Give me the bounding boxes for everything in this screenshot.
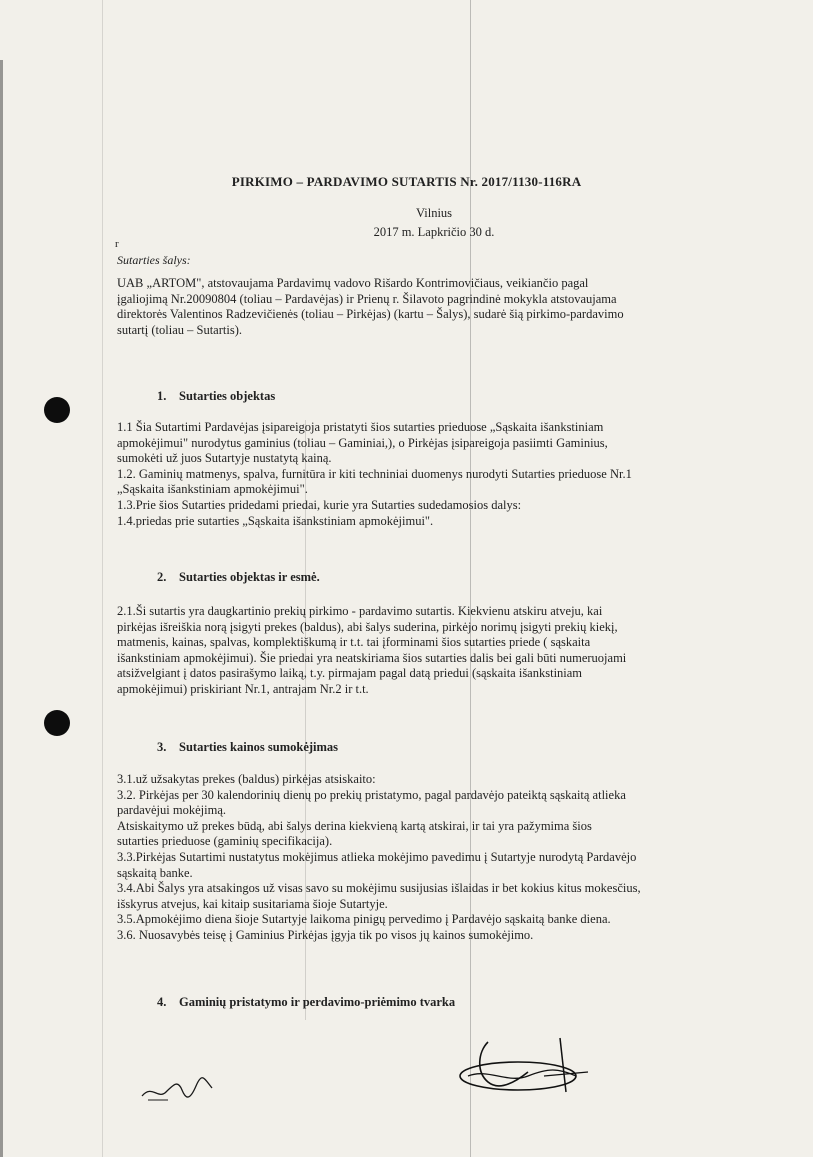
section-heading: 2. Sutarties objektas ir esmė. <box>157 570 320 584</box>
contract-title: PIRKIMO – PARDAVIMO SUTARTIS Nr. 2017/1130-116RA <box>231 174 582 189</box>
buyer-initials-signature <box>138 1070 218 1104</box>
intro-line: įgaliojimą Nr.20090804 (toliau – Pardavėjas) ir Prienų r. Šilavoto pagrindinė mokykla atstovaujama <box>117 291 617 306</box>
section-line: pardavėjui mokėjimą. <box>117 803 226 818</box>
section-line: matmenis, kainas, spalvas, komplektiškumą ir t.t. tai įforminami šios sutarties priede ( sąskaita <box>117 635 591 650</box>
contract-city: Vilnius <box>415 206 453 220</box>
section-line: 3.6. Nuosavybės teisę į Gaminius Pirkėjas įgyja tik po visos jų kainos sumokėjimo. <box>117 927 534 942</box>
section-line: 1.4.priedas prie sutarties „Sąskaita išankstiniam apmokėjimui". <box>117 513 434 528</box>
margin-mark: r <box>115 238 119 250</box>
intro-line: sutartį (toliau – Sutartis). <box>117 322 242 337</box>
section-line: išskyrus atvejus, kai kitaip susitariama šioje Sutartyje. <box>117 896 388 911</box>
section-line: 2.1.Ši sutartis yra daugkartinio prekių pirkimo - pardavimo sutartis. Kiekvienu atskiru atveju, kai <box>117 604 603 618</box>
section-body <box>117 420 729 529</box>
section-line: pirkėjas išreiškia norą įsigyti prekes (baldus), abi šalys suderina, pirkėjo norimų įsigyti prekių kiekį, <box>117 619 618 634</box>
section-line: sutarties prieduose (gaminių specifikacija). <box>117 834 333 849</box>
seller-signature <box>448 1032 598 1104</box>
section-line: 1.2. Gaminių matmenys, spalva, furnitūra ir kiti techniniai duomenys nurodyti Sutarties prieduose Nr.1 <box>117 466 632 481</box>
section-heading: 1. Sutarties objektas <box>157 389 276 403</box>
section-line: 3.3.Pirkėjas Sutartimi nustatytus mokėjimus atlieka mokėjimo pavedimu į Sutartyje nurodytą Pardavėjo <box>117 849 637 864</box>
section-line: apmokėjimui) priskiriant Nr.1, antrajam Nr.2 ir t.t. <box>117 681 369 696</box>
parties-label: Sutarties šalys: <box>117 253 191 267</box>
intro-line: direktorės Valentinos Radzevičienės (toliau – Pirkėjas) (kartu – Šalys), sudarė šią pirkimo-pardavimo <box>117 307 624 322</box>
section-line: 3.4.Abi Šalys yra atsakingos už visas savo su mokėjimu susijusias išlaidas ir bet kokius kitus mokesčius, <box>117 881 641 896</box>
contract-date: 2017 m. Lapkričio 30 d. <box>373 225 495 239</box>
section-line: 3.5.Apmokėjimo diena šioje Sutartyje laikoma pinigų pervedimo į Pardavėjo sąskaitą banke diena. <box>117 912 611 927</box>
intro-line: UAB „ARTOM", atstovaujama Pardavimų vadovo Rišardo Kontrimovičiaus, veikiančio pagal <box>117 276 589 290</box>
intro-paragraph <box>117 276 729 338</box>
section-line: 3.1.už užsakytas prekes (baldus) pirkėjas atsiskaito: <box>117 772 376 786</box>
section-heading: 3. Sutarties kainos sumokėjimas <box>157 740 339 754</box>
section-line: 3.2. Pirkėjas per 30 kalendorinių dienų po prekių pristatymo, pagal pardavėjo pateiktą sąskaitą atlieka <box>117 787 626 802</box>
section-line: atsižvelgiant į datos pasirašymo laiką, t.y. pirmajam pagal datą priedui (sąskaita išankstiniam <box>117 666 583 681</box>
section-heading: 4. Gaminių pristatymo ir perdavimo-priėmimo tvarka <box>157 995 456 1009</box>
section-line: išankstiniam apmokėjimui). Šie priedai yra neatskiriama šios sutarties dalis bei gali būti numeruojami <box>117 650 627 665</box>
section-line: apmokėjimui" nurodytus gaminius (toliau – Gaminiai,), o Pirkėjas įsipareigoja pasiimti Gaminius, <box>117 435 608 450</box>
punch-hole <box>44 397 70 423</box>
section-line: sąskaitą banke. <box>117 865 193 880</box>
section-line: 1.3.Prie šios Sutarties pridedami priedai, kurie yra Sutarties sudedamosios dalys: <box>117 497 522 512</box>
section-line: sumokėti už juos Sutartyje nustatytą kainą. <box>117 451 332 466</box>
section-body <box>117 604 729 698</box>
section-line: Atsiskaitymo už prekes būdą, abi šalys derina kiekvieną kartą atskirai, ir tai yra pažymima šios <box>117 818 592 833</box>
punch-hole <box>44 710 70 736</box>
section-line: „Sąskaita išankstiniam apmokėjimui". <box>117 482 308 497</box>
section-body <box>117 772 729 944</box>
section-line: 1.1 Šia Sutartimi Pardavėjas įsipareigoja pristatyti šios sutarties prieduose „Sąskaita išankstiniam <box>117 420 604 434</box>
